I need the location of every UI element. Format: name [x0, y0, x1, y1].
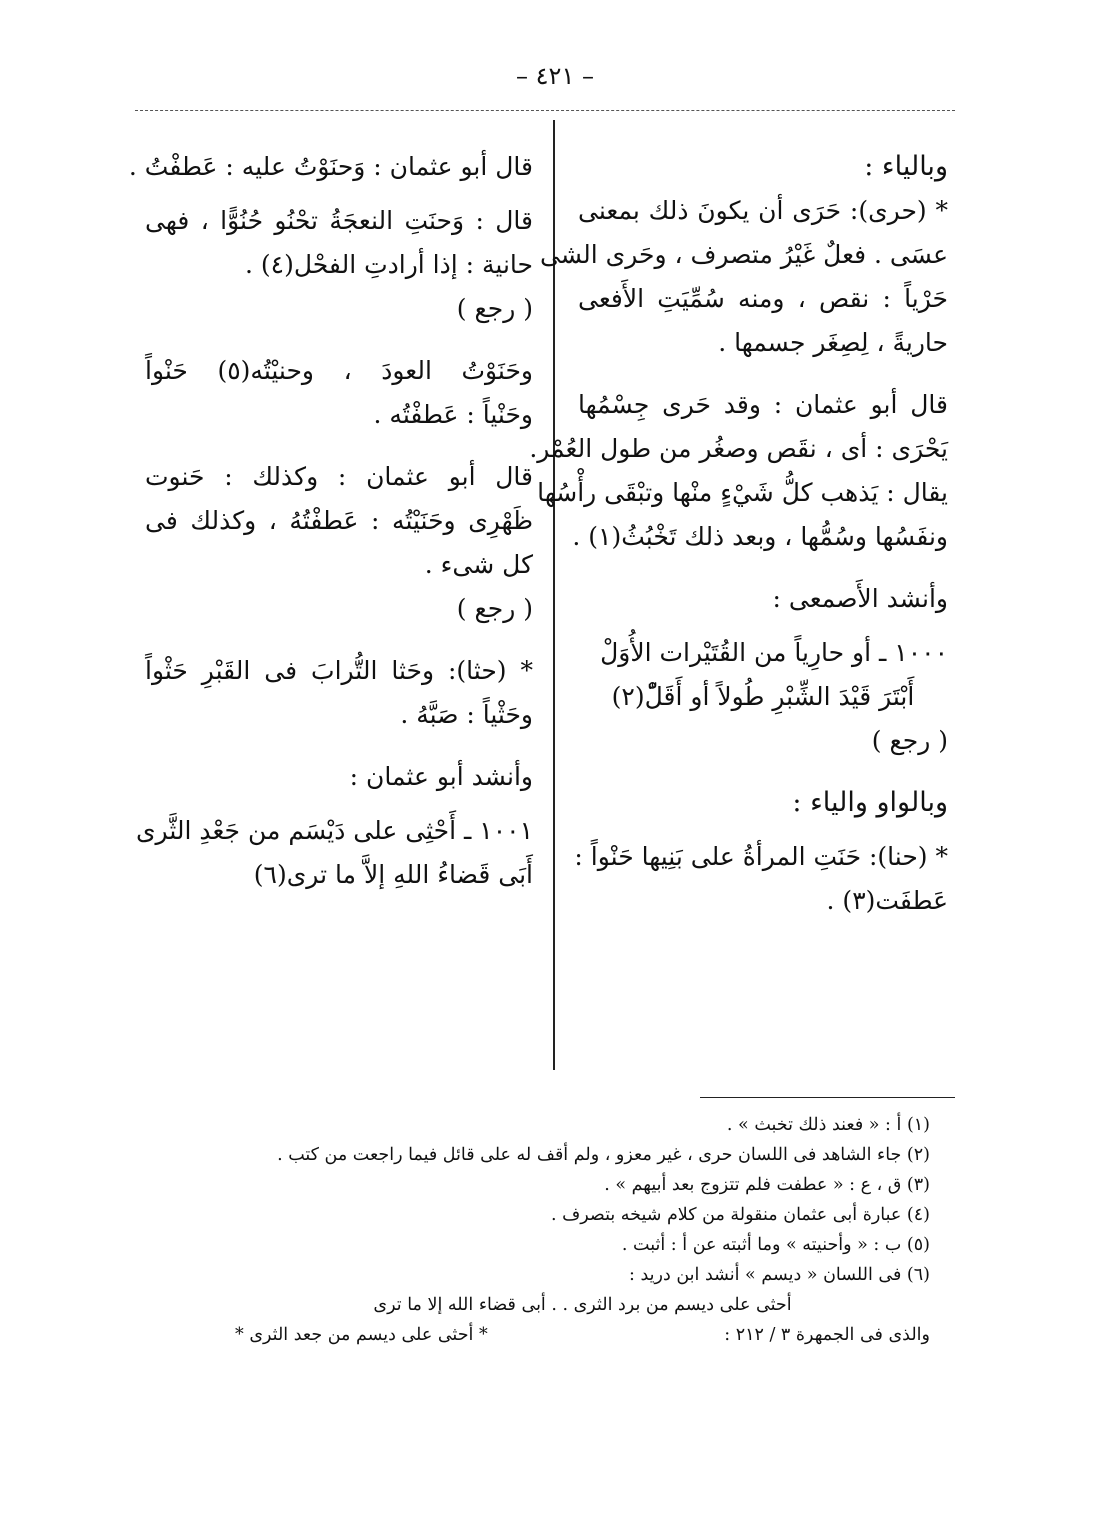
- left-column-text-line: * (حثا): وحَثا التُّرابَ فى القَبْرِ حَثْواً: [145, 656, 533, 685]
- left-column-text-line: ظَهْرِى وحَنَيْتُه : عَطفْتُهُ ، وكذلك فى: [145, 506, 533, 535]
- left-column-text-line: قال أبو عثمان : وكذلك : حَنوت: [145, 462, 533, 491]
- page-number: – ٤٢١ –: [516, 62, 594, 90]
- right-column-spacer: [578, 559, 948, 577]
- right-column-spacer: [578, 825, 948, 835]
- right-column-text-line: ونفَسُها وسُمُّها ، وبعد ذلك تَخْبُثُ(١) .: [572, 522, 948, 551]
- right-column-text-line: ١٠٠٠ ـ أو حارِياً من القُتَيْرات الأُوَلْ: [600, 638, 948, 667]
- footnote-2: (٢) جاء الشاهد فى اللسان حرى ، غير معزو ، ولم أقف له على قائل فيما راجعت من كتب .: [277, 1145, 930, 1165]
- footnotes: [235, 1110, 930, 1350]
- right-column-text-line: * (حنا): حَنَتِ المرأةُ على بَنِيها حَنْواً :: [574, 842, 948, 871]
- left-column-text-line: وحَثْياً : صَبَّهُ .: [400, 700, 533, 729]
- left-column-spacer: [145, 631, 533, 649]
- left-column-text-line: قال أبو عثمان : وَحنَوْتُ عليه : عَطفْتُ .: [128, 152, 533, 181]
- footnote-last-end: * أحثى على ديسم من جعد الثرى *: [235, 1325, 488, 1345]
- left-column-text-line: قال : وَحنَتِ النعجَةُ تحْنُو حُنُوًّا ، فهى: [145, 206, 533, 235]
- right-column-spacer: [578, 621, 948, 631]
- right-column-text-line: يقال : يَذهب كلُّ شَيْءٍ منْها وتبْقَى رأْسُها: [537, 478, 948, 507]
- right-column-text-line: قال أبو عثمان : وقد حَرى جِسْمُها: [578, 390, 948, 419]
- top-rule: [135, 110, 955, 111]
- footnote-verse: أحثى على ديسم من برد الثرى . . أبى قضاء الله إلا ما ترى: [373, 1295, 792, 1315]
- right-column-text-line: حاريةً ، لِصِغَر جسمها .: [718, 328, 948, 357]
- right-column-text-line: ( رجع ): [871, 726, 948, 755]
- right-column-text-line: وأنشد الأَصمعى :: [772, 584, 948, 613]
- right-column-heading: وبالواو والياء :: [792, 787, 948, 818]
- right-column-heading: وبالياء :: [864, 151, 948, 182]
- right-column-text-line: حَرْياً : نقص ، ومنه سُمِّيَتِ الأَفعى: [578, 284, 948, 313]
- right-column-text-line: أَبْتَرَ قَيْدَ الشِّبْرِ طُولاً أو أَقَلّْ(٢): [611, 682, 915, 711]
- left-column-text-line: حانية : إذا أرادتِ الفحْل(٤) .: [245, 250, 533, 279]
- footnote-5: (٥) ب : « وأحنيته » وما أثبته عن أ : أثبت .: [621, 1235, 930, 1255]
- right-column-spacer: [578, 763, 948, 781]
- left-column-spacer: [145, 437, 533, 455]
- footnote-4: (٤) عبارة أبى عثمان منقولة من كلام شيخه بتصرف .: [550, 1205, 930, 1225]
- right-column-text-line: عَطفَت(٣) .: [826, 886, 948, 915]
- right-column-text-line: يَحْرَى : أى ، نقَص وصغُر من طول العُمْر.: [529, 434, 948, 463]
- right-column: [529, 145, 948, 923]
- footnote-1: (١) أ : « فعند ذلك تخبث » .: [726, 1115, 930, 1135]
- right-column-text-line: * (حرى): حَرَى أن يكونَ ذلك بمعنى: [578, 196, 948, 225]
- left-column-text-line: أَبَى قَضاءُ اللهِ إلاَّ ما ترى(٦): [253, 860, 533, 889]
- footnote-last-line: [235, 1320, 930, 1350]
- left-column-spacer: [145, 331, 533, 349]
- right-column-text-line: عسَى . فعلٌ غَيْرُ متصرف ، وحَرى الشى: [540, 240, 948, 269]
- left-column-text-line: ( رجع ): [456, 294, 533, 323]
- left-column-text-line: ( رجع ): [456, 594, 533, 623]
- left-column-text-line: وحَنْياً : عَطفْتُه .: [373, 400, 533, 429]
- footnote-6: (٦) فى اللسان « ديسم » أنشد ابن دريد :: [629, 1265, 930, 1285]
- left-column-spacer: [145, 737, 533, 755]
- footnote-3: (٣) ق ، ع : « عطفت فلم تتزوج بعد أبيهم » .: [604, 1175, 930, 1195]
- left-column-text-line: وأنشد أبو عثمان :: [349, 762, 533, 791]
- left-column-text-line: وحَنَوْتُ العودَ ، وحنيْتُه(٥) حَنْواً: [145, 356, 534, 385]
- footnote-last-start: والذى فى الجمهرة ٣ / ٢١٢ :: [724, 1325, 930, 1345]
- left-column-spacer: [145, 189, 533, 199]
- footnote-rule: [700, 1097, 955, 1098]
- left-column-text-line: كل شىء .: [424, 550, 533, 579]
- left-column: [128, 145, 534, 897]
- left-column-spacer: [145, 799, 533, 809]
- right-column-spacer: [578, 365, 948, 383]
- left-column-text-line: ١٠٠١ ـ أَحْثِى على دَيْسَم من جَعْدِ الثَّرى: [135, 816, 533, 845]
